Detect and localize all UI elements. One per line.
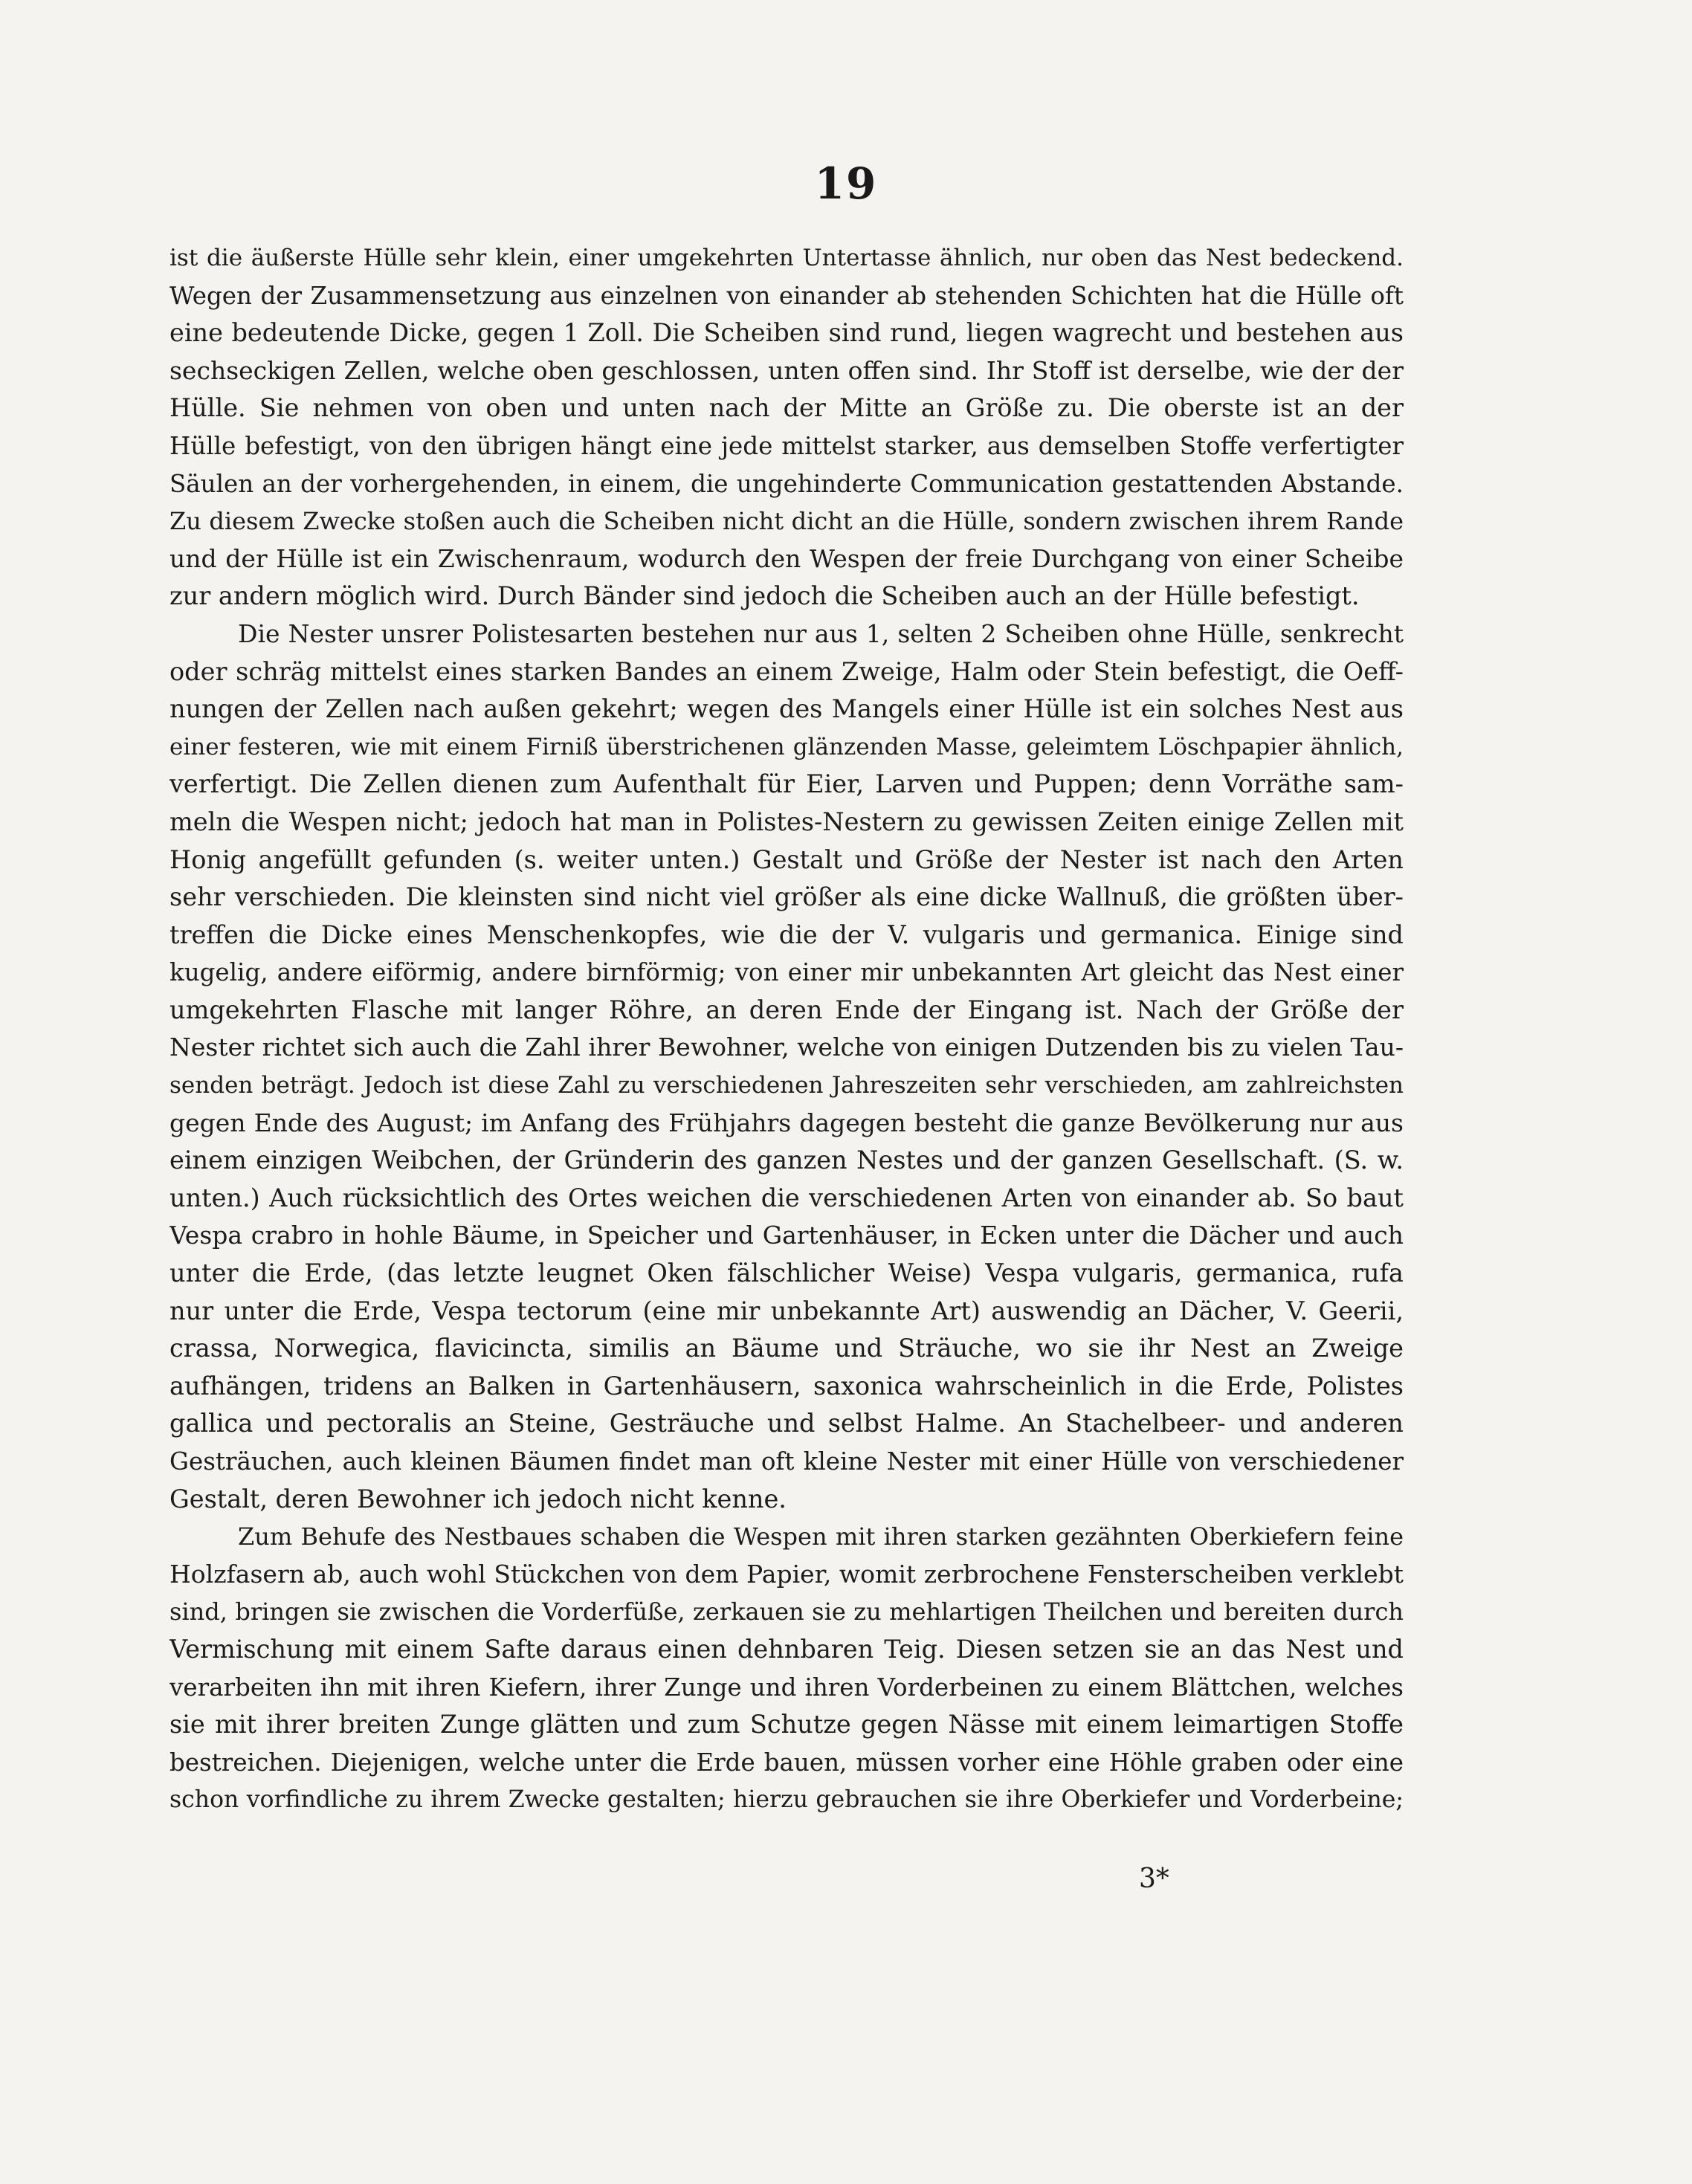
text-line: schon vorfindliche zu ihrem Zwecke gestalten; hierzu gebrauchen sie ihre Oberkiefer und Vorderbeine; (169, 1786, 1404, 1814)
text-line: Hülle. Sie nehmen von oben und unten nach der Mitte an Größe zu. Die oberste ist an der (169, 393, 1404, 423)
text-line: und der Hülle ist ein Zwischenraum, wodurch den Wespen der freie Durchgang von einer Scheibe (169, 543, 1404, 573)
signature-mark: 3* (1139, 1864, 1169, 1894)
page-number: 19 (814, 158, 878, 209)
text-line: crassa, Norwegica, flavicincta, similis an Bäume und Sträuche, wo sie ihr Nest an Zweige (169, 1334, 1404, 1363)
body-text (169, 239, 1404, 1819)
text-line: nungen der Zellen nach außen gekehrt; wegen des Mangels einer Hülle ist ein solches Nest aus (169, 694, 1404, 724)
text-line: gallica und pectoralis an Steine, Gesträuche und selbst Halme. An Stachelbeer- und anderen (169, 1409, 1404, 1438)
text-line: Vermischung mit einem Safte daraus einen dehnbaren Teig. Diesen setzen sie an das Nest und (169, 1634, 1404, 1664)
text-line: einem einzigen Weibchen, der Gründerin des ganzen Nestes und der ganzen Gesellschaft. (S. w. (169, 1146, 1404, 1175)
text-line: einer festeren, wie mit einem Firniß überstrichenen glänzenden Masse, geleimtem Löschpapier ähnlich, (169, 733, 1404, 760)
text-line: nur unter die Erde, Vespa tectorum (eine mir unbekannte Art) auswendig an Dächer, V. Geerii, (169, 1296, 1404, 1325)
text-line: verfertigt. Die Zellen dienen zum Aufenthalt für Eier, Larven und Puppen; denn Vorräthe sam- (169, 769, 1404, 799)
text-line: oder schräg mittelst eines starken Bandes an einem Zweige, Halm oder Stein befestigt, die Oeff- (169, 656, 1404, 686)
text-line: meln die Wespen nicht; jedoch hat man in Polistes-Nestern zu gewissen Zeiten einige Zellen mit (169, 807, 1404, 836)
text-line: verarbeiten ihn mit ihren Kiefern, ihrer Zunge und ihren Vorderbeinen zu einem Blättchen, welches (169, 1673, 1404, 1702)
text-line: sehr verschieden. Die kleinsten sind nicht viel größer als eine dicke Wallnuß, die größten über- (169, 882, 1404, 912)
text-line: Säulen an der vorhergehenden, in einem, die ungehinderte Communication gestattenden Abstande. (169, 469, 1404, 498)
text-line: Wegen der Zusammensetzung aus einzelnen von einander ab stehenden Schichten hat die Hülle oft (169, 281, 1404, 310)
text-line: zur andern möglich wird. Durch Bänder sind jedoch die Scheiben auch an der Hülle befestigt. (169, 581, 1360, 611)
text-line: sechseckigen Zellen, welche oben geschlossen, unten offen sind. Ihr Stoff ist derselbe, wie der der (169, 355, 1404, 385)
text-line: Hülle befestigt, von den übrigen hängt eine jede mittelst starker, aus demselben Stoffe verfertigter (169, 431, 1404, 460)
text-line: Zum Behufe des Nestbaues schaben die Wespen mit ihren starken gezähnten Oberkiefern feine (238, 1522, 1404, 1551)
text-line: Nester richtet sich auch die Zahl ihrer Bewohner, welche von einigen Dutzenden bis zu vielen Tau- (169, 1033, 1404, 1062)
text-line: unter die Erde, (das letzte leugnet Oken fälschlicher Weise) Vespa vulgaris, germanica, rufa (169, 1259, 1404, 1288)
text-line: Gestalt, deren Bewohner ich jedoch nicht kenne. (169, 1484, 787, 1513)
text-line: Zu diesem Zwecke stoßen auch die Scheiben nicht dicht an die Hülle, sondern zwischen ihrem Rande (169, 507, 1404, 536)
text-line: bestreichen. Diejenigen, welche unter die Erde bauen, müssen vorher eine Höhle graben oder eine (169, 1748, 1404, 1777)
text-line: treffen die Dicke eines Menschenkopfes, wie die der V. vulgaris und germanica. Einige sind (169, 920, 1404, 949)
text-line: unten.) Auch rücksichtlich des Ortes weichen die verschiedenen Arten von einander ab. So baut (169, 1183, 1404, 1212)
text-line: gegen Ende des August; im Anfang des Frühjahrs dagegen besteht die ganze Bevölkerung nur aus (169, 1108, 1404, 1137)
text-line: eine bedeutende Dicke, gegen 1 Zoll. Die Scheiben sind rund, liegen wagrecht und bestehen aus (169, 318, 1404, 348)
text-line: Die Nester unsrer Polistesarten bestehen nur aus 1, selten 2 Scheiben ohne Hülle, senkrecht (238, 618, 1404, 648)
text-line: ist die äußerste Hülle sehr klein, einer umgekehrten Untertasse ähnlich, nur oben das Nest bedeckend. (169, 245, 1404, 271)
text-line: Gesträuchen, auch kleinen Bäumen findet man oft kleine Nester mit einer Hülle von verschiedener (169, 1447, 1404, 1476)
text-line: Holzfasern ab, auch wohl Stückchen von dem Papier, womit zerbrochene Fensterscheiben verklebt (169, 1559, 1404, 1589)
text-line: sind, bringen sie zwischen die Vorderfüße, zerkauen sie zu mehlartigen Theilchen und bereiten durch (169, 1597, 1404, 1626)
text-line: Vespa crabro in hohle Bäume, in Speicher und Gartenhäuser, in Ecken unter die Dächer und auch (169, 1221, 1404, 1250)
text-line: aufhängen, tridens an Balken in Gartenhäusern, saxonica wahrscheinlich in die Erde, Polistes (169, 1371, 1404, 1400)
text-line: Honig angefüllt gefunden (s. weiter unten.) Gestalt und Größe der Nester ist nach den Arten (169, 844, 1404, 874)
text-line: sie mit ihrer breiten Zunge glätten und zum Schutze gegen Nässe mit einem leimartigen Stoffe (169, 1710, 1404, 1739)
text-line: kugelig, andere eiförmig, andere birnförmig; von einer mir unbekannten Art gleicht das Nest einer (169, 958, 1404, 987)
text-line: senden beträgt. Jedoch ist diese Zahl zu verschiedenen Jahreszeiten sehr verschieden, am zahlreichsten (169, 1072, 1404, 1099)
text-line: umgekehrten Flasche mit langer Röhre, an deren Ende der Eingang ist. Nach der Größe der (169, 995, 1404, 1024)
